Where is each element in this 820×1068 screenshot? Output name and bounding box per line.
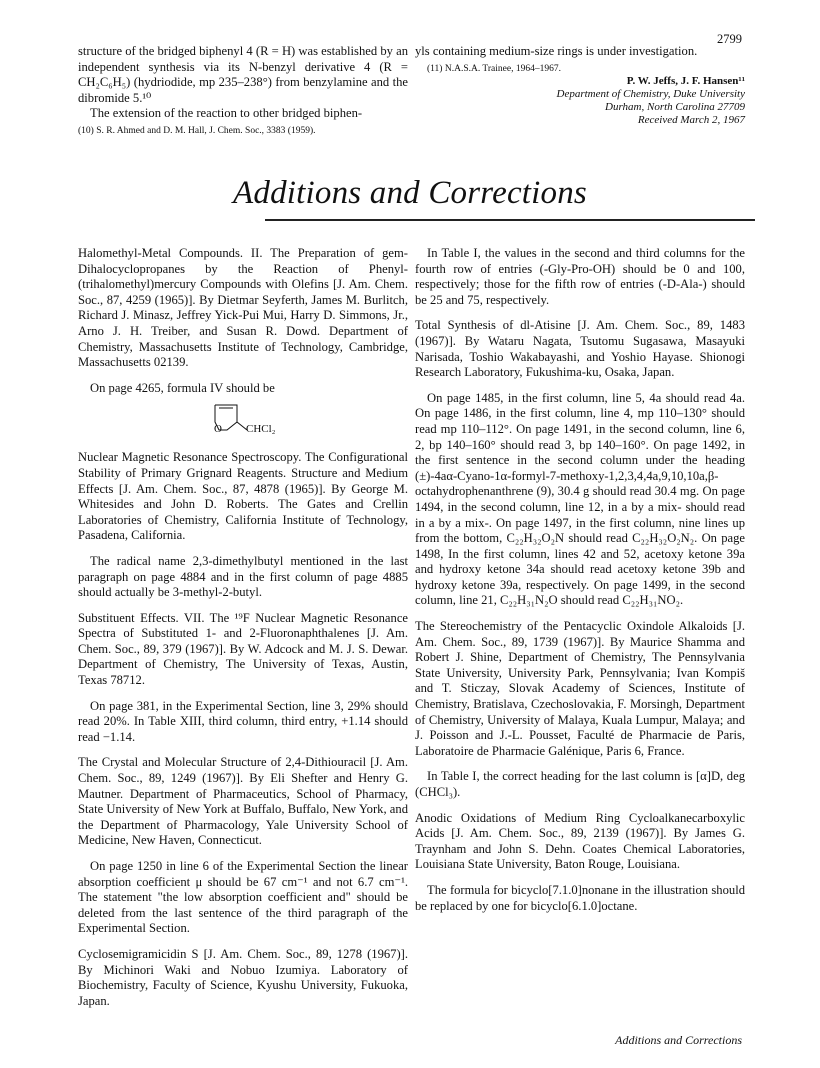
formula-ring-oxygen: O [214,423,222,436]
page-number: 2799 [717,32,742,46]
top-left-para2: The extension of the reaction to other bridged biphen- [90,106,363,121]
section-title: Additions and Corrections [233,175,587,211]
received-date: Received March 2, 1967 [637,113,745,126]
formula-iv [183,400,303,440]
entry-heading: Halomethyl-Metal Compounds. II. The Preparation of gem-Dihalocyclopropanes by the Reaction of Phenyl-(trihalomethyl)mercury Compounds with Olefins [J. Am. Chem. Soc., 87, 4259 (1965)]. By Dietmar Seyferth, James M. Burlitch, Richard J. Minasz, Jeffrey Yick-Pui Mui, Harry D. Simmons, Jr., Arno J. H. Treiber, and Susan R. Dowd. Department of Chemistry, Massachusetts Institute of Technology, Cambridge, Massachusetts 02139. [78,246,408,370]
entry-text: The formula for bicyclo[7.1.0]nonane in the illustration should be replaced by one for bicyclo[6.1.0]octane. [415,882,745,913]
entry-heading: Substituent Effects. VII. The ¹⁹F Nuclear Magnetic Resonance Spectra of Substituted 1- and 2-Fluoronaphthalenes [J. Am. Chem. Soc., 89, 379 (1967)]. By W. Adcock and M. J. S. Dewar. Department of Chemistry, The University of Texas, Austin, Texas 78712. [78,610,408,688]
entry-heading: The Crystal and Molecular Structure of 2,4-Dithiouracil [J. Am. Chem. Soc., 89, 1249 (1967)]. By Eli Shefter and Henry G. Mautner. Department of Pharmaceutics, School of Pharmacy, State University of New York at Buffalo, Buffalo, New York, and the Department of Pharmacology, Yale University School of Medicine, New Haven, Connecticut. [78,755,408,848]
entry-text: In Table I, the values in the second and third columns for the fourth row of entries (-Gly-Pro-OH) should be 0 and 100, respectively; those for the fifth row of entries (-D-Ala-) should be 25 and 75, respectively. [415,246,745,307]
top-left-para1: structure of the bridged biphenyl 4 (R = H) was established by an independent synthesis via its N-benzyl derivative 4 (R = CH₂C₆H₅) (hydriodide, mp 235–238°) from benzylamine and the dibromide 5.¹⁰ [78,44,408,105]
entry-heading: The Stereochemistry of the Pentacyclic Oxindole Alkaloids [J. Am. Chem. Soc., 89, 1739 (1967)]. By Maurice Shamma and Robert J. Shine, Department of Chemistry, The Pennsylvania State University, University Park, Pennsylvania; Ivan Kompiš and T. Sticzay, Slovak Academy of Sciences, Institute of Chemistry, Bratislava, Czechoslovakia, F. Morsingh, Department of Chemistry, University of Malaya, Kuala Lumpur, Malaya; and J. Poisson and J.-L. Pousset, Faculté de Pharmacie de Paris, Laboratoire de Pharmacie Galénique, Paris 6, France. [415,619,745,758]
footnote-10: (10) S. R. Ahmed and D. M. Hall, J. Chem. Soc., 3383 (1959). [78,125,316,136]
entry-text: In Table I, the correct heading for the last column is [α]D, deg (CHCl₃). [415,769,745,799]
entry-heading: Total Synthesis of dl-Atisine [J. Am. Chem. Soc., 89, 1483 (1967)]. By Wataru Nagata, Tsutomu Sugasawa, Masayuki Narisada, Toshio Wakabayashi, and Yoshio Hayase. Shionogi Research Laboratory, Fukushima-ku, Osaka, Japan. [415,318,745,380]
top-right-para1: yls containing medium-size rings is under investigation. [415,44,698,58]
entry-text: On page 381, in the Experimental Section, line 3, 29% should read 20%. In Table XIII, third column, third entry, +1.14 should read −1.14. [78,698,408,744]
top-right-column [415,44,745,127]
top-left-column [78,44,408,137]
affiliation-line2: Durham, North Carolina 27709 [605,100,745,113]
formula-substituent: CHCl₂ [246,423,276,436]
entry-text: On page 4265, formula IV should be [90,380,275,395]
entry-text: On page 1485, in the first column, line 5, 4a should read 4a. On page 1486, in the first column, line 4, mp 110–130° should read mp 110–112°. On page 1491, in the second column, line 6, 2, bp 140–160° should read 3, bp 140–160°. On page 1492, in the first sentence in the second column under the heading (±)-4aα-Cyano-1α-formyl-7-methoxy-1,2,3,4,4a,9,10,10a,β-octahydrophenanthrene (9), 30.4 g should read 30.4 mg. On page 1494, in the second column, line 12, in a by a mix- should read in a by a mix-. On page 1497, in the first column, nine lines up from the bottom, C₂₂H₃₂O₂N should read C₂₂H₃₂O₂N₂. On page 1498, In the first column, lines 42 and 52, acetoxy ketone 39a and hydroxy ketone 34a should read acetoxy ketone 39b and hydroxy ketone 39a, respectively. On page 1499, in the second column, line 21, C₂₂H₃₁N₂O should read C₂₂H₃₁NO₂. [415,390,745,608]
affiliation-line1: Department of Chemistry, Duke University [556,87,745,100]
entry-heading: Cyclosemigramicidin S [J. Am. Chem. Soc., 89, 1278 (1967)]. By Michinori Waki and Nobuo Izumiya. Laboratory of Biochemistry, Faculty of Science, Kyushu University, Fukuoka, Japan. [78,946,408,1008]
entry-text: The radical name 2,3-dimethylbutyl mentioned in the last paragraph on page 4884 and in the first column of page 4885 should actually be 3-methyl-2-butyl. [78,553,408,600]
entry-heading: Anodic Oxidations of Medium Ring Cycloalkanecarboxylic Acids [J. Am. Chem. Soc., 89, 2139 (1967)]. By James G. Traynham and John S. Dehn. Coates Chemical Laboratories, Louisiana State University, Baton Rouge, Louisiana. [415,810,745,872]
formula-iv-structure [183,400,303,440]
signature-block [415,75,745,127]
left-column [78,246,408,1009]
entry-text: On page 1250 in line 6 of the Experimental Section the linear absorption coefficient μ should be 67 cm⁻¹ and not 6.7 cm⁻¹. The statement "the low absorption coefficient and" should be deleted from the last sentence of the third paragraph of the Experimental Section. [78,859,408,936]
author-names: P. W. Jeffs, J. F. Hansen¹¹ [626,74,745,87]
entry-heading: Nuclear Magnetic Resonance Spectroscopy. The Configurational Stability of Primary Grignard Reagents. Structure and Medium Effects [J. Am. Chem. Soc., 87, 4878 (1965)]. By George M. Whitesides and John D. Roberts. The Gates and Crellin Laboratories of Chemistry, California Institute of Technology, Pasadena, California. [78,450,408,543]
footnote-11: (11) N.A.S.A. Trainee, 1964–1967. [427,63,561,74]
right-column [415,246,745,914]
running-footer: Additions and Corrections [615,1033,742,1047]
title-rule [265,219,755,221]
